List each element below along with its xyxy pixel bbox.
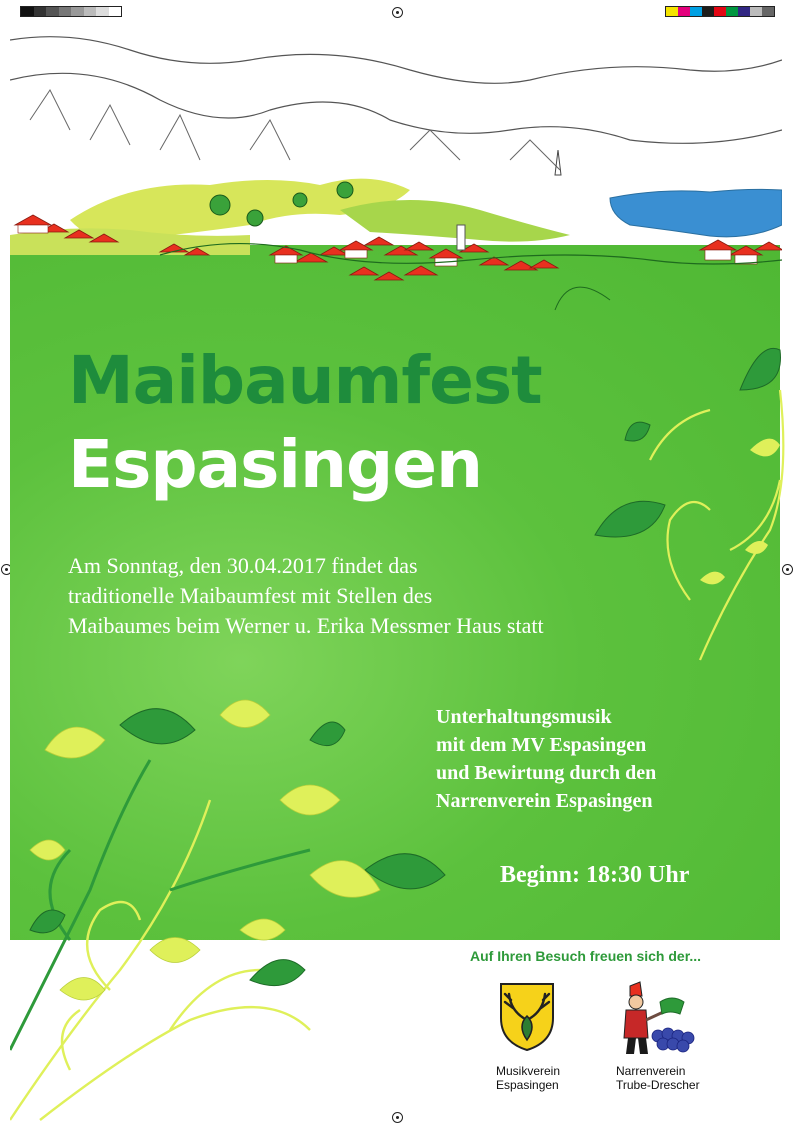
music-info-text xyxy=(436,703,776,815)
visit-invitation-text: Auf Ihren Besuch freuen sich der... xyxy=(470,948,702,964)
organizer-line: Musikverein xyxy=(496,1064,561,1078)
music-line: und Bewirtung durch den xyxy=(436,762,657,784)
organizer-line: Narrenverein xyxy=(616,1064,686,1078)
intro-line: Am Sonntag, den 30.04.2017 findet das xyxy=(68,553,418,578)
event-intro-text xyxy=(68,551,688,641)
music-line: Unterhaltungsmusik xyxy=(436,706,612,728)
music-line: mit dem MV Espasingen xyxy=(436,734,647,756)
organizer-line: Trube-Drescher xyxy=(616,1078,700,1092)
landscape-illustration xyxy=(10,10,782,330)
intro-line: traditionelle Maibaumfest mit Stellen des xyxy=(68,583,433,608)
music-line: Narrenverein Espasingen xyxy=(436,790,653,812)
organizer-label-narrenverein xyxy=(616,1064,700,1092)
organizer-label-musikverein xyxy=(496,1064,560,1092)
start-time-text: Beginn: 18:30 Uhr xyxy=(500,862,690,888)
poster-title-line2: Espasingen xyxy=(68,426,483,503)
organizer-line: Espasingen xyxy=(496,1078,559,1092)
poster-title-line1: Maibaumfest xyxy=(68,342,542,419)
intro-line: Maibaumes beim Werner u. Erika Messmer Haus statt xyxy=(68,613,544,638)
jester-mascot-icon xyxy=(612,980,700,1062)
coat-of-arms-icon xyxy=(497,980,557,1052)
